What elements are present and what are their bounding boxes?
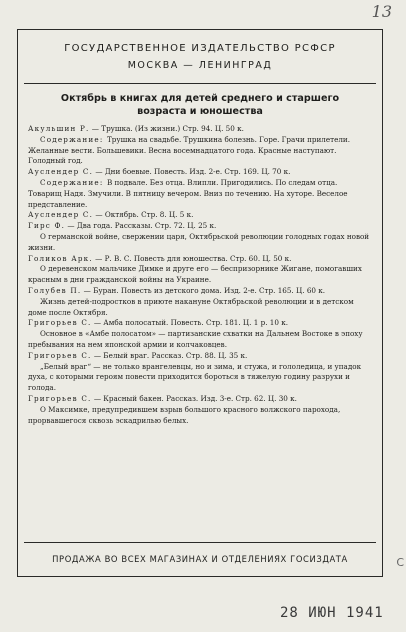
book-entry-heading [28,124,372,135]
book-entry [28,318,372,350]
book-description [28,329,372,351]
book-details: — Трушка. (Из жизни.) Стр. 94. Ц. 50 к. [89,124,244,133]
catalog-frame [17,29,383,577]
catalog-title [28,92,372,118]
book-entry-heading [28,210,372,221]
book-details: — Буран. Повесть из детского дома. Изд. 2-е. Стр. 165. Ц. 60 к. [81,285,326,295]
handwritten-page-number: 13 [371,2,392,21]
book-entry-heading [28,167,372,178]
book-author: Акульшин Р. [28,124,90,133]
book-summary: В подвале. Без отца. Влипли. Пригодились. По следам отца. Товарищ Надя. Змучили. В пятницу вечером. Вниз по течению. На хуторе. Веселое представление. [28,177,348,209]
book-list [28,124,372,426]
book-summary: О германской войне, свержении царя, Октябрьской революции голодных годах новой жизни. [28,231,370,252]
book-details: — Амба полосатый. Повесть. Стр. 181. Ц. 1 р. 10 к. [91,318,288,328]
book-entry-heading [28,318,372,329]
book-description [28,264,372,286]
book-summary: Основное в «Амбе полосатом» — партизанские схватки на Дальнем Востоке в эпоху пребывания на нем японской армии и колчаковцев. [28,329,363,349]
book-details: — Два года. Рассказы. Стр. 72. Ц. 25 к. [65,221,217,231]
book-entry-heading [28,221,372,232]
margin-mark: С [396,556,404,569]
book-summary: Трушка на свадьбе. Трушкина болезнь. Горе. Грачи прилетели. Желанные вести. Большевики. Весна восемнадцатого года. Красные наступают. Голодный год. [28,134,350,166]
contents-label: Содержание: [40,177,107,187]
contents-label: Содержание: [40,134,107,144]
date-stamp: 28 ИЮН 1941 [280,605,384,621]
book-author: Голиков Арк. [28,253,93,263]
book-author: Григорьев С. [28,393,92,403]
book-description [28,135,372,167]
book-entry-heading [28,286,372,297]
book-summary: Жизнь детей-подростков в приюте накануне Октябрьской революции и в детском доме после Октября. [28,296,354,317]
publisher-name: ГОСУДАРСТВЕННОЕ ИЗДАТЕЛЬСТВО РСФСР [64,43,336,54]
publisher-header [24,30,376,84]
book-author: Голубев П. [28,285,82,295]
book-summary: О деревенском мальчике Димке и друге его — беспризорнике Жигане, помогавших красным в дни гражданской войны на Украине. [28,264,362,285]
catalog-title-line-2: возраста и юношества [137,106,263,117]
book-author: Ауслендер С. [28,210,94,220]
book-author: Григорьев С. [28,350,92,360]
catalog-title-line-1: Октябрь в книгах для детей среднего и старшего [60,93,340,104]
book-description [28,232,372,254]
book-details: — Дни боевые. Повесть. Изд. 2-е. Стр. 169. Ц. 70 к. [93,167,291,177]
book-author: Ауслендер С. [28,167,94,177]
book-entry-heading [28,394,372,405]
book-entry [28,124,372,167]
book-entry [28,167,372,210]
book-details: — Белый враг. Рассказ. Стр. 88. Ц. 35 к. [91,350,248,360]
book-description [28,362,372,394]
book-entry [28,221,372,253]
book-entry [28,210,372,221]
book-author: Гирс Ф. [28,221,66,231]
book-summary: О Максимке, предупредившем взрыв большого красного волжского парохода, прорвавшегося сквозь эскадрилью белых. [28,404,341,425]
book-entry-heading [28,351,372,362]
sales-footer: ПРОДАЖА ВО ВСЕХ МАГАЗИНАХ И ОТДЕЛЕНИЯХ ГОСИЗДАТА [24,542,376,576]
book-entry [28,286,372,318]
book-description [28,178,372,210]
book-entry [28,254,372,286]
book-details: — Октябрь. Стр. 8. Ц. 5 к. [93,210,194,220]
book-entry-heading [28,254,372,265]
book-entry [28,351,372,394]
book-details: — Красный бакен. Рассказ. Изд. 3-е. Стр. 62. Ц. 30 к. [91,393,297,403]
book-summary: „Белый враг“ — не только врангелевцы, но и зима, и стужа, и гололедица, и упадок духа, с которыми героям повести приходится бороться в тяжелую годину разрухи и голода. [28,361,362,393]
catalog-body [18,84,382,426]
book-author: Григорьев С. [28,318,92,328]
book-description [28,405,372,427]
book-entry [28,394,372,426]
book-details: — Р. В. С. Повесть для юношества. Стр. 60. Ц. 50 к. [92,253,292,263]
publisher-cities: МОСКВА — ЛЕНИНГРАД [127,60,273,71]
book-description [28,297,372,319]
